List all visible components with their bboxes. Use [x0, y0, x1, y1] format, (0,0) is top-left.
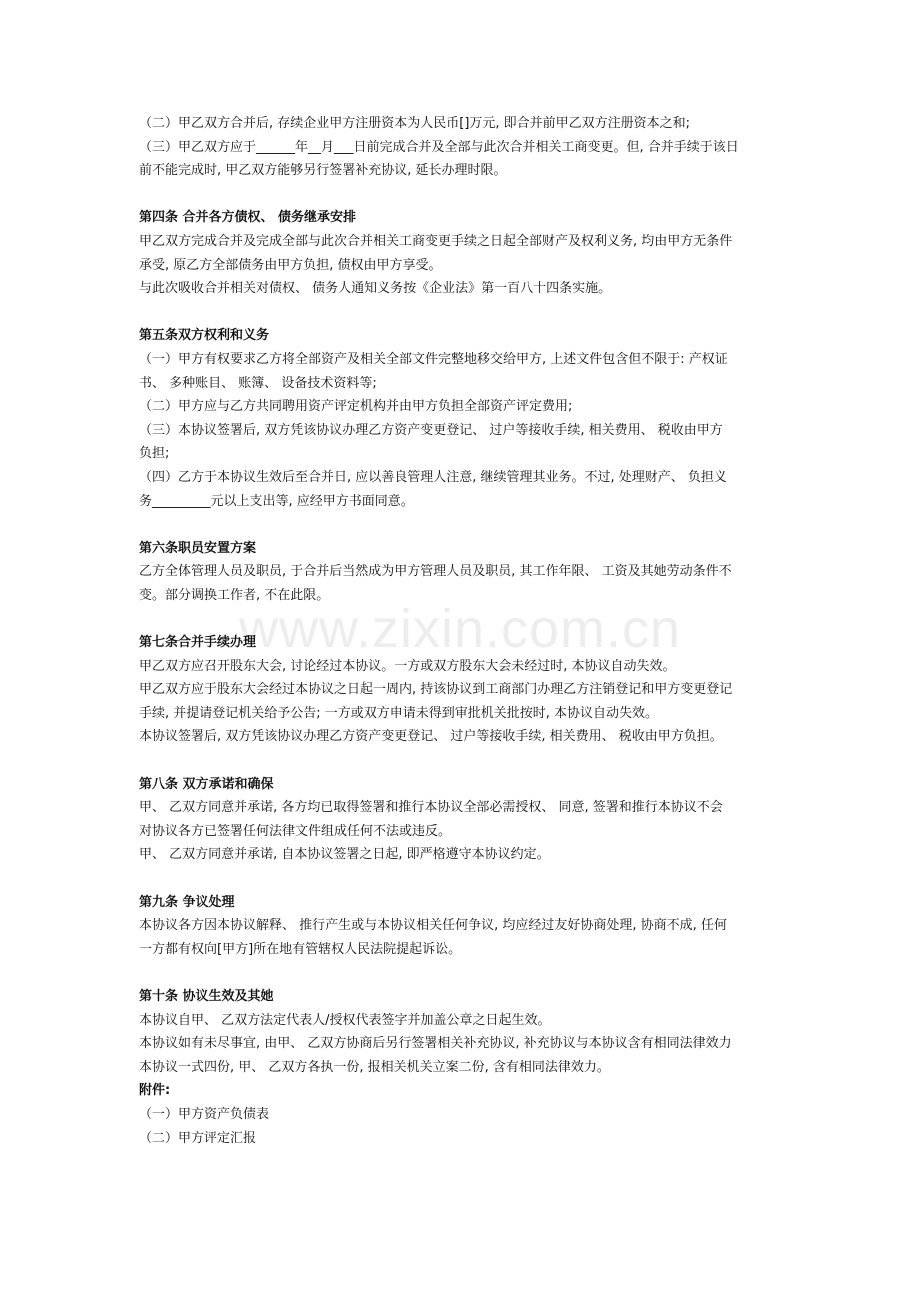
attachment-item-2: （二）甲方评定汇报 [139, 1130, 257, 1146]
article-4-paragraph-cont: 承受, 原乙方全部债务由甲方负担, 债权由甲方享受。 [139, 257, 442, 273]
document-body [139, 112, 784, 1150]
spacer [139, 607, 784, 631]
clause-3-item-3-cont: 前不能完成时, 甲乙双方能够另行签署补充协议, 延长办理时限。 [139, 163, 507, 179]
article-9-paragraph: 本协议各方因本协议解释、 推行产生或与本协议相关任何争议, 均应经过友好协商处理, 协商不成, 任何 [139, 918, 727, 934]
spacer [139, 183, 784, 207]
article-5-item-3: （三）本协议签署后, 双方凭该协议办理乙方资产变更登记、 过户等接收手续, 相关费用、 税收由甲方 [139, 422, 723, 438]
article-6-heading: 第六条职员安置方案 [139, 540, 257, 556]
article-8-paragraph-2: 甲、 乙双方同意并承诺, 自本协议签署之日起, 即严格遵守本协议约定。 [139, 847, 550, 863]
spacer [139, 749, 784, 773]
article-4-paragraph-2: 与此次吸收合并相关对债权、 债务人通知义务按《企业法》第一百八十四条实施。 [139, 281, 612, 297]
article-10-paragraph-2: 本协议如有未尽事宜, 由甲、 乙双方协商后另行签署相关补充协议, 补充协议与本协议含有相同法律效力 [139, 1036, 732, 1052]
spacer [139, 301, 784, 325]
article-8-heading: 第八条 双方承诺和确保 [139, 776, 274, 792]
clause-3-item-2: （二）甲乙双方合并后, 存续企业甲方注册资本为人民币[]万元, 即合并前甲乙双方注册资本之和; [139, 116, 691, 131]
article-9-heading: 第九条 争议处理 [139, 894, 235, 910]
spacer [139, 513, 784, 537]
article-7-heading: 第七条合并手续办理 [139, 635, 257, 651]
watermark: www.zixin.com.cn [238, 599, 682, 659]
article-5-heading: 第五条双方权利和义务 [139, 328, 270, 344]
article-8-paragraph-1-cont: 对协议各方已签署任何法律文件组成任何不法或违反。 [139, 823, 452, 839]
article-6-paragraph: 乙方全体管理人员及职员, 于合并后当然成为甲方管理人员及职员, 其工作年限、 工资及其她劳动条件不 [139, 564, 732, 580]
article-4-heading: 第四条 合并各方债权、 债务继承安排 [139, 210, 357, 226]
spacer [139, 961, 784, 985]
article-5-item-1-cont: 书、 多种账目、 账簿、 设备技术资料等; [139, 375, 377, 391]
article-10-paragraph-3: 本协议一式四份, 甲、 乙双方各执一份, 报相关机关立案二份, 含有相同法律效力。 [139, 1059, 610, 1075]
article-5-item-1: （一）甲方有权要求乙方将全部资产及相关全部文件完整地移交给甲方, 上述文件包含但不限于: 产权证 [139, 351, 728, 367]
article-4-paragraph: 甲乙双方完成合并及完成全部与此次合并相关工商变更手续之日起全部财产及权利义务, 均由甲方无条件 [139, 233, 733, 249]
article-6-paragraph-cont: 变。部分调换工作者, 不在此限。 [139, 587, 330, 603]
article-7-paragraph-2-cont: 手续, 并提请登记机关给予公告; 一方或双方申请未得到审批机关批按时, 本协议自动失效。 [139, 705, 659, 721]
attachments-heading: 附件: [139, 1083, 171, 1099]
article-10-paragraph-1: 本协议自甲、 乙双方法定代表人/授权代表签字并加盖公章之日起生效。 [139, 1012, 551, 1028]
spacer [139, 867, 784, 891]
article-5-item-4: （四）乙方于本协议生效后至合并日, 应以善良管理人注意, 继续管理其业务。不过, 处理财产、 负担义 [139, 469, 727, 485]
clause-3-item-3: （三）甲乙双方应于______年__月___日前完成合并及全部与此次合并相关工商变更。但, 合并手续于该日 [139, 139, 739, 155]
article-10-heading: 第十条 协议生效及其她 [139, 988, 274, 1004]
article-5-item-4-cont: 务_________元以上支出等, 应经甲方书面同意。 [139, 493, 414, 509]
attachment-item-1: （一）甲方资产负债表 [139, 1106, 270, 1122]
article-9-paragraph-cont: 一方都有权向[甲方]所在地有管辖权人民法院提起诉讼。 [139, 941, 462, 957]
article-5-item-3-cont: 负担; [139, 446, 170, 462]
article-7-paragraph-2: 甲乙双方应于股东大会经过本协议之日起一周内, 持该协议到工商部门办理乙方注销登记和甲方变更登记 [139, 682, 733, 698]
article-5-item-2: （二）甲方应与乙方共同聘用资产评定机构并由甲方负担全部资产评定费用; [139, 399, 573, 415]
article-7-paragraph-1: 甲乙双方应召开股东大会, 讨论经过本协议。一方或双方股东大会未经过时, 本协议自动失效。 [139, 658, 676, 674]
article-8-paragraph-1: 甲、 乙双方同意并承诺, 各方均已取得签署和推行本协议全部必需授权、 同意, 签署和推行本协议不会 [139, 800, 723, 816]
article-7-paragraph-3: 本协议签署后, 双方凭该协议办理乙方资产变更登记、 过户等接收手续, 相关费用、 税收由甲方负担。 [139, 729, 723, 745]
